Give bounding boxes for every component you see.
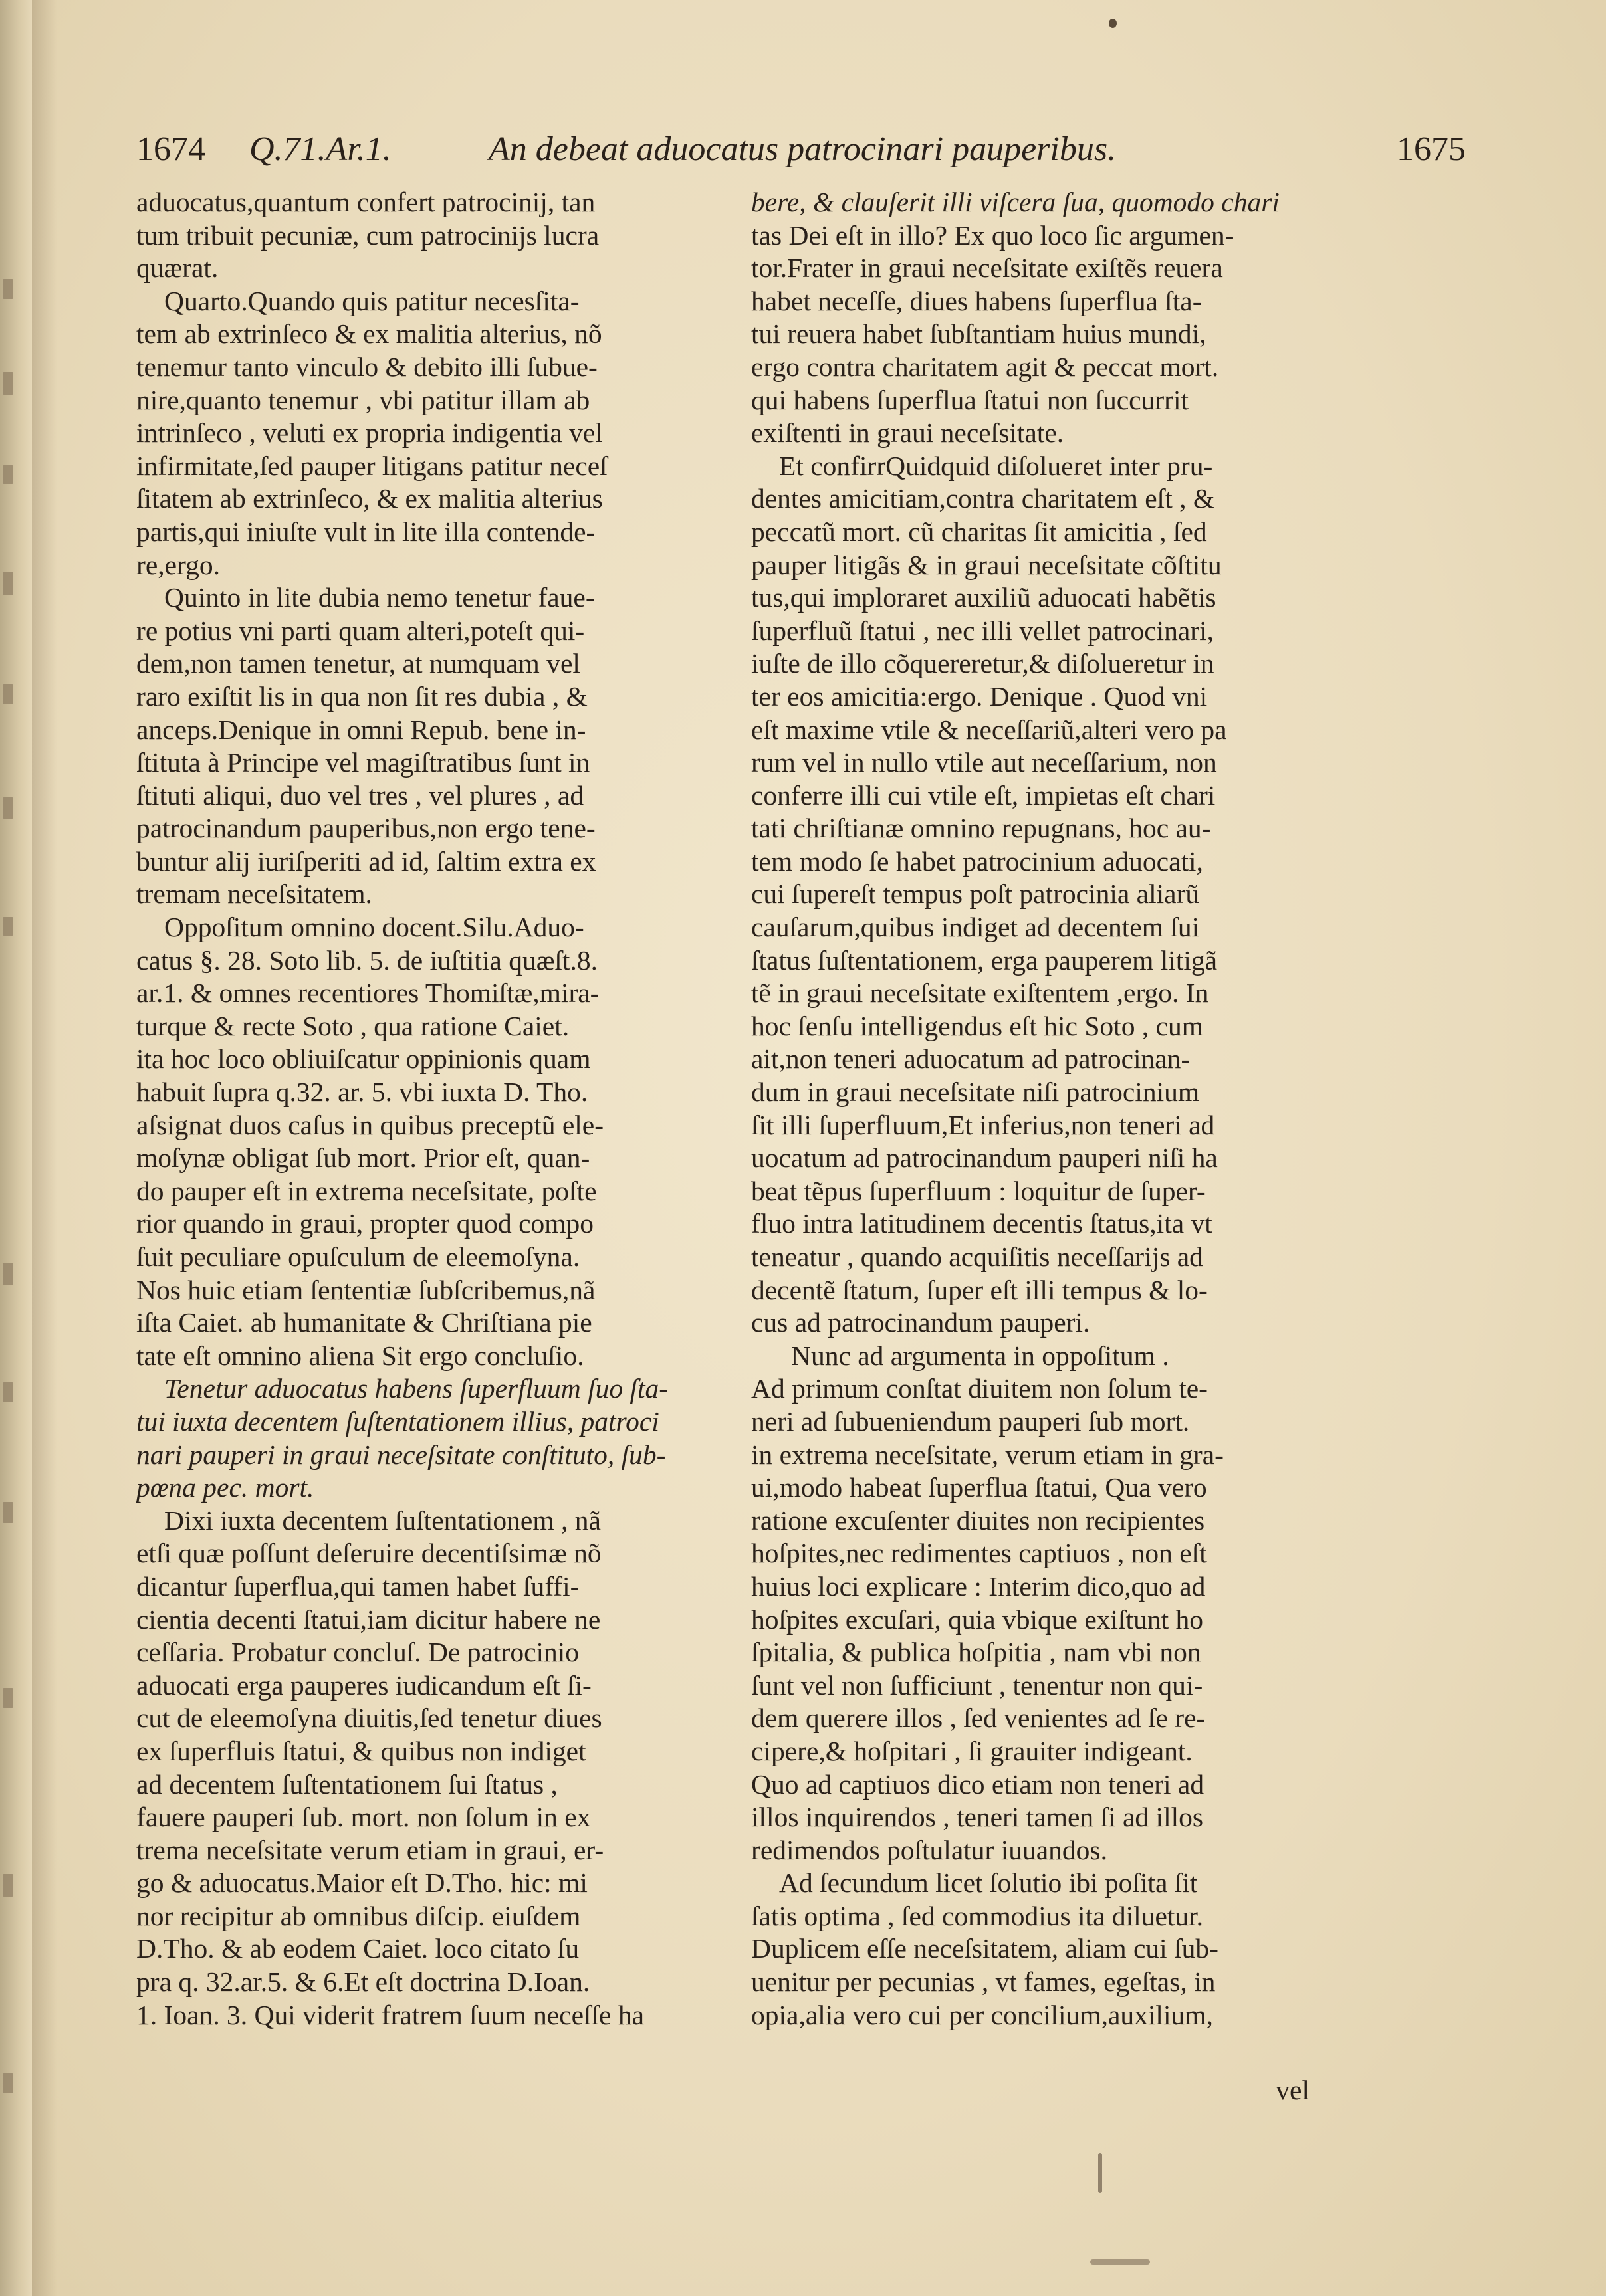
text-line: ter eos amicitia:ergo. Denique . Quod vni — [751, 680, 1208, 712]
text-line: pauper litigãs & in graui neceſsitate cõſtitu — [751, 549, 1222, 580]
text-line: decentẽ ſtatum, ſuper eſt illi tempus & lo- — [751, 1274, 1208, 1305]
text-line: tem modo ſe habet patrocinium aduocati, — [751, 845, 1203, 877]
text-line: ui,modo habeat ſuperflua ſtatui, Qua vero — [751, 1472, 1207, 1503]
text-line: infirmitate,ſed pauper litigans patitur neceſ — [136, 450, 608, 481]
text-line: neri ad ſubueniendum pauperi ſub mort. — [751, 1406, 1190, 1437]
text-line: Tenetur aduocatus habens ſuperfluum ſuo ſta- — [164, 1373, 669, 1404]
text-line: ergo contra charitatem agit & peccat mort. — [751, 351, 1219, 382]
text-line: ſuit peculiare opuſculum de eleemoſyna. — [136, 1241, 580, 1272]
text-line: cus ad patrocinandum pauperi. — [751, 1307, 1090, 1338]
text-line: tor.Frater in graui neceſsitate exiſtẽs reuera — [751, 253, 1223, 284]
text-paragraph — [751, 1340, 1303, 1867]
running-title: An debeat aduocatus patrocinari pauperibus. — [489, 130, 1117, 168]
text-line: iuſte de illo cõquereretur,& diſolueretur in — [751, 648, 1214, 679]
text-line: eſt maxime vtile & neceſſariũ,alteri vero pa — [751, 714, 1227, 745]
text-line: re,ergo. — [136, 549, 220, 580]
text-line: cipere,& hoſpitari , ſi grauiter indigeant. — [751, 1735, 1193, 1766]
catchword: vel — [1276, 2075, 1310, 2105]
text-line: Nunc ad argumenta in oppoſitum . — [791, 1340, 1169, 1371]
ink-speck — [1098, 2153, 1102, 2193]
text-line: D.Tho. & ab eodem Caiet. loco citato ſu — [136, 1933, 580, 1964]
text-line: 1. Ioan. 3. Qui viderit fratrem ſuum neceſſe ha — [136, 1999, 645, 2030]
text-line: quærat. — [136, 253, 219, 284]
text-line: Quarto.Quando quis patitur necesſita- — [164, 285, 580, 316]
text-line: etſi quæ poſſunt deſeruire decentiſsimæ nõ — [136, 1538, 602, 1569]
text-line: nari pauperi in graui neceſsitate conſtituto, ſub- — [136, 1439, 666, 1470]
text-paragraph — [136, 1505, 731, 2032]
text-line: tati chriſtianæ omnino repugnans, hoc au- — [751, 813, 1211, 844]
text-line: uenitur per pecunias , vt fames, egeſtas, in — [751, 1966, 1216, 1998]
text-line: fauere pauperi ſub. mort. non ſolum in ex — [136, 1802, 591, 1833]
text-line: ſpitalia, & publica hoſpitia , nam vbi non — [751, 1637, 1201, 1668]
text-line: dentes amicitiam,contra charitatem eſt , & — [751, 483, 1215, 514]
margin-mark — [3, 797, 13, 819]
text-line: ex ſuperfluis ſtatui, & quibus non indiget — [136, 1735, 586, 1766]
text-line: tẽ in graui neceſsitate exiſtentem ,ergo. In — [751, 978, 1209, 1009]
text-line: Quo ad captiuos dico etiam non teneri ad — [751, 1768, 1204, 1800]
text-paragraph — [136, 186, 731, 285]
conclusion-italic — [136, 1372, 731, 1504]
text-paragraph — [136, 581, 731, 911]
text-line: uocatum ad patrocinandum pauperi niſi ha — [751, 1142, 1218, 1174]
text-line: dem querere illos , ſed venientes ad ſe re- — [751, 1703, 1206, 1734]
text-line: ar.1. & omnes recentiores Thomiſtæ,mira- — [136, 978, 600, 1009]
margin-mark — [3, 1688, 13, 1708]
text-line: illos inquirendos , teneri tamen ſi ad illos — [751, 1802, 1204, 1833]
text-line: qui habens ſuperflua ſtatui non ſuccurrit — [751, 384, 1189, 415]
text-line: partis,qui iniuſte vult in lite illa contende- — [136, 516, 596, 547]
text-line: anceps.Denique in omni Repub. bene in- — [136, 714, 586, 745]
text-line: huius loci explicare : Interim dico,quo ad — [751, 1570, 1206, 1602]
text-line: aduocatus,quantum confert patrocinij, tan — [136, 187, 596, 217]
text-line: aſsignat duos caſus in quibus preceptũ ele- — [136, 1109, 604, 1140]
text-line: nor recipitur ab omnibus diſcip. eiuſdem — [136, 1900, 581, 1931]
text-line: re potius vni parti quam alteri,poteſt qui- — [136, 615, 585, 646]
text-paragraph — [136, 911, 731, 1372]
text-line: tui reuera habet ſubſtantiam huius mundi, — [751, 318, 1206, 350]
text-line: tus,qui imploraret auxiliũ aduocati habẽtis — [751, 582, 1216, 613]
text-line: Et confirrQuidquid diſolueret inter pru- — [779, 450, 1213, 481]
text-line: hoſpites excuſari, quia vbique exiſtunt ho — [751, 1604, 1203, 1635]
page-binding — [0, 0, 32, 2296]
text-line: tremam neceſsitatem. — [136, 879, 372, 910]
text-line: nire,quanto tenemur , vbi patitur illam ab — [136, 384, 590, 415]
text-paragraph — [136, 285, 731, 581]
text-line: pœna pec. mort. — [136, 1472, 314, 1503]
text-line: redimendos poſtulatur iuuandos. — [751, 1834, 1107, 1865]
text-line: Oppoſitum omnino docent.Silu.Aduo- — [164, 912, 584, 943]
page-number-right: 1675 — [1397, 130, 1466, 168]
text-line: moſynæ obligat ſub mort. Prior eſt, quan- — [136, 1142, 590, 1174]
text-line: tas Dei eſt in illo? Ex quo loco ſic argumen- — [751, 219, 1234, 251]
text-line: Duplicem eſſe neceſsitatem, aliam cui ſub- — [751, 1933, 1218, 1964]
text-line: ſatis optima , ſed commodius ita diluetur. — [751, 1900, 1204, 1931]
text-paragraph — [751, 1867, 1303, 2032]
ink-speck — [1090, 2259, 1150, 2265]
text-line: conferre illi cui vtile eſt, impietas eſt chari — [751, 780, 1216, 811]
text-line: peccatũ mort. cũ charitas ſit amicitia , ſed — [751, 516, 1207, 547]
margin-mark — [3, 1382, 13, 1402]
ink-speck — [1109, 19, 1117, 28]
margin-mark — [3, 1263, 13, 1285]
text-line: buntur alij iuriſperiti ad id, ſaltim extra ex — [136, 845, 596, 877]
text-line: ad decentem ſuſtentationem ſui ſtatus , — [136, 1768, 558, 1800]
margin-mark — [3, 917, 13, 936]
text-line: tum tribuit pecuniæ, cum patrocinijs lucra — [136, 219, 600, 251]
text-line: dem,non tamen tenetur, at numquam vel — [136, 648, 580, 679]
text-line: ratione excuſenter diuites non recipientes — [751, 1505, 1205, 1536]
text-line: go & aduocatus.Maior eſt D.Tho. hic: mi — [136, 1867, 588, 1899]
text-line: cui ſupereſt tempus poſt patrocinia aliarũ — [751, 879, 1200, 910]
text-line: Nos huic etiam ſententiæ ſubſcribemus,nã — [136, 1274, 596, 1305]
margin-mark — [3, 372, 13, 395]
text-line: do pauper eſt in extrema neceſsitate, poſte — [136, 1175, 597, 1206]
margin-mark — [3, 2073, 13, 2093]
text-paragraph — [751, 450, 1303, 1340]
margin-mark — [3, 465, 13, 484]
text-line: ait,non teneri aduocatum ad patrocinan- — [751, 1043, 1191, 1075]
margin-mark — [3, 279, 13, 299]
text-line: exiſtenti in graui neceſsitate. — [751, 417, 1064, 449]
text-line: ſtituta à Principe vel magiſtratibus ſunt in — [136, 747, 590, 778]
text-line: Quinto in lite dubia nemo tenetur faue- — [164, 582, 595, 613]
page-number-left: 1674 — [136, 130, 205, 168]
text-line: dum in graui neceſsitate niſi patrocinium — [751, 1077, 1200, 1108]
text-line: Ad primum conſtat diuitem non ſolum te- — [751, 1373, 1208, 1404]
text-line: opia,alia vero cui per concilium,auxilium, — [751, 1999, 1213, 2030]
text-line: ſitatem ab extrinſeco, & ex malitia alterius — [136, 483, 603, 514]
text-line: Dixi iuxta decentem ſuſtentationem , nã — [164, 1505, 601, 1536]
text-line: raro exiſtit lis in qua non ſit res dubia , & — [136, 680, 588, 712]
text-line: habet neceſſe, diues habens ſuperflua ſta- — [751, 285, 1202, 316]
text-line: Ad ſecundum licet ſolutio ibi poſita ſit — [779, 1867, 1198, 1899]
text-line: ſtituti aliqui, duo vel tres , vel plures , ad — [136, 780, 584, 811]
text-line: cut de eleemoſyna diuitis,ſed tenetur diues — [136, 1703, 602, 1734]
text-line: intrinſeco , veluti ex propria indigentia vel — [136, 417, 603, 449]
text-line: tem ab extrinſeco & ex malitia alterius, nõ — [136, 318, 602, 350]
margin-mark — [3, 1502, 13, 1523]
text-line: in extrema neceſsitate, verum etiam in gra- — [751, 1439, 1224, 1470]
text-line: tate eſt omnino aliena Sit ergo concluſio. — [136, 1340, 584, 1371]
text-line: tenemur tanto vinculo & debito illi ſubue- — [136, 351, 598, 382]
text-line: ſuperfluũ ſtatui , nec illi vellet patrocinari, — [751, 615, 1214, 646]
text-line: habuit ſupra q.32. ar. 5. vbi iuxta D. Tho. — [136, 1077, 588, 1108]
margin-mark — [3, 572, 13, 595]
text-line: aduocati erga pauperes iudicandum eſt ſi- — [136, 1669, 592, 1701]
text-line: bere, & clauſerit illi viſcera ſua, quomodo chari — [751, 187, 1280, 217]
right-column — [751, 186, 1303, 2032]
text-line: cientia decenti ſtatui,iam dicitur habere ne — [136, 1604, 601, 1635]
text-line: ſit illi ſuperfluum,Et inferius,non teneri ad — [751, 1109, 1215, 1140]
text-line: dicantur ſuperflua,qui tamen habet ſuffi- — [136, 1570, 580, 1602]
margin-mark — [3, 1874, 13, 1897]
text-line: rum vel in nullo vtile aut neceſſarium, non — [751, 747, 1217, 778]
text-line: hoc ſenſu intelligendus eſt hic Soto , cum — [751, 1010, 1204, 1041]
text-line: hoſpites,nec redimentes captiuos , non eſt — [751, 1538, 1207, 1569]
text-line: turque & recte Soto , qua ratione Caiet. — [136, 1010, 570, 1041]
text-line: pra q. 32.ar.5. & 6.Et eſt doctrina D.Ioan. — [136, 1966, 590, 1998]
text-line: fluo intra latitudinem decentis ſtatus,ita vt — [751, 1208, 1212, 1239]
text-line: ſtatus ſuſtentationem, erga pauperem litigã — [751, 944, 1218, 976]
binding-shadow — [32, 0, 57, 2296]
text-line: catus §. 28. Soto lib. 5. de iuſtitia quæſt.8. — [136, 944, 598, 976]
text-line: beat tẽpus ſuperfluum : loquitur de ſuper- — [751, 1175, 1206, 1206]
text-line: patrocinandum pauperibus,non ergo tene- — [136, 813, 596, 844]
text-line: ceſſaria. Probatur concluſ. De patrocinio — [136, 1637, 580, 1668]
text-line: ſunt vel non ſufficiunt , tenentur non qui- — [751, 1669, 1203, 1701]
text-line: trema neceſsitate verum etiam in graui, er- — [136, 1834, 604, 1865]
text-line: ita hoc loco obliuiſcatur oppinionis quam — [136, 1043, 591, 1075]
text-paragraph — [751, 186, 1303, 450]
text-line: iſta Caiet. ab humanitate & Chriſtiana pie — [136, 1307, 592, 1338]
margin-mark — [3, 684, 13, 704]
text-line: rior quando in graui, propter quod compo — [136, 1208, 594, 1239]
running-header — [136, 126, 1466, 173]
question-article-reference: Q.71.Ar.1. — [249, 130, 392, 168]
text-line: cauſarum,quibus indiget ad decentem ſui — [751, 912, 1200, 943]
text-line: teneatur , quando acquiſitis neceſſarijs ad — [751, 1241, 1203, 1272]
left-column — [136, 186, 731, 2032]
text-line: tui iuxta decentem ſuſtentationem illius, patroci — [136, 1406, 659, 1437]
